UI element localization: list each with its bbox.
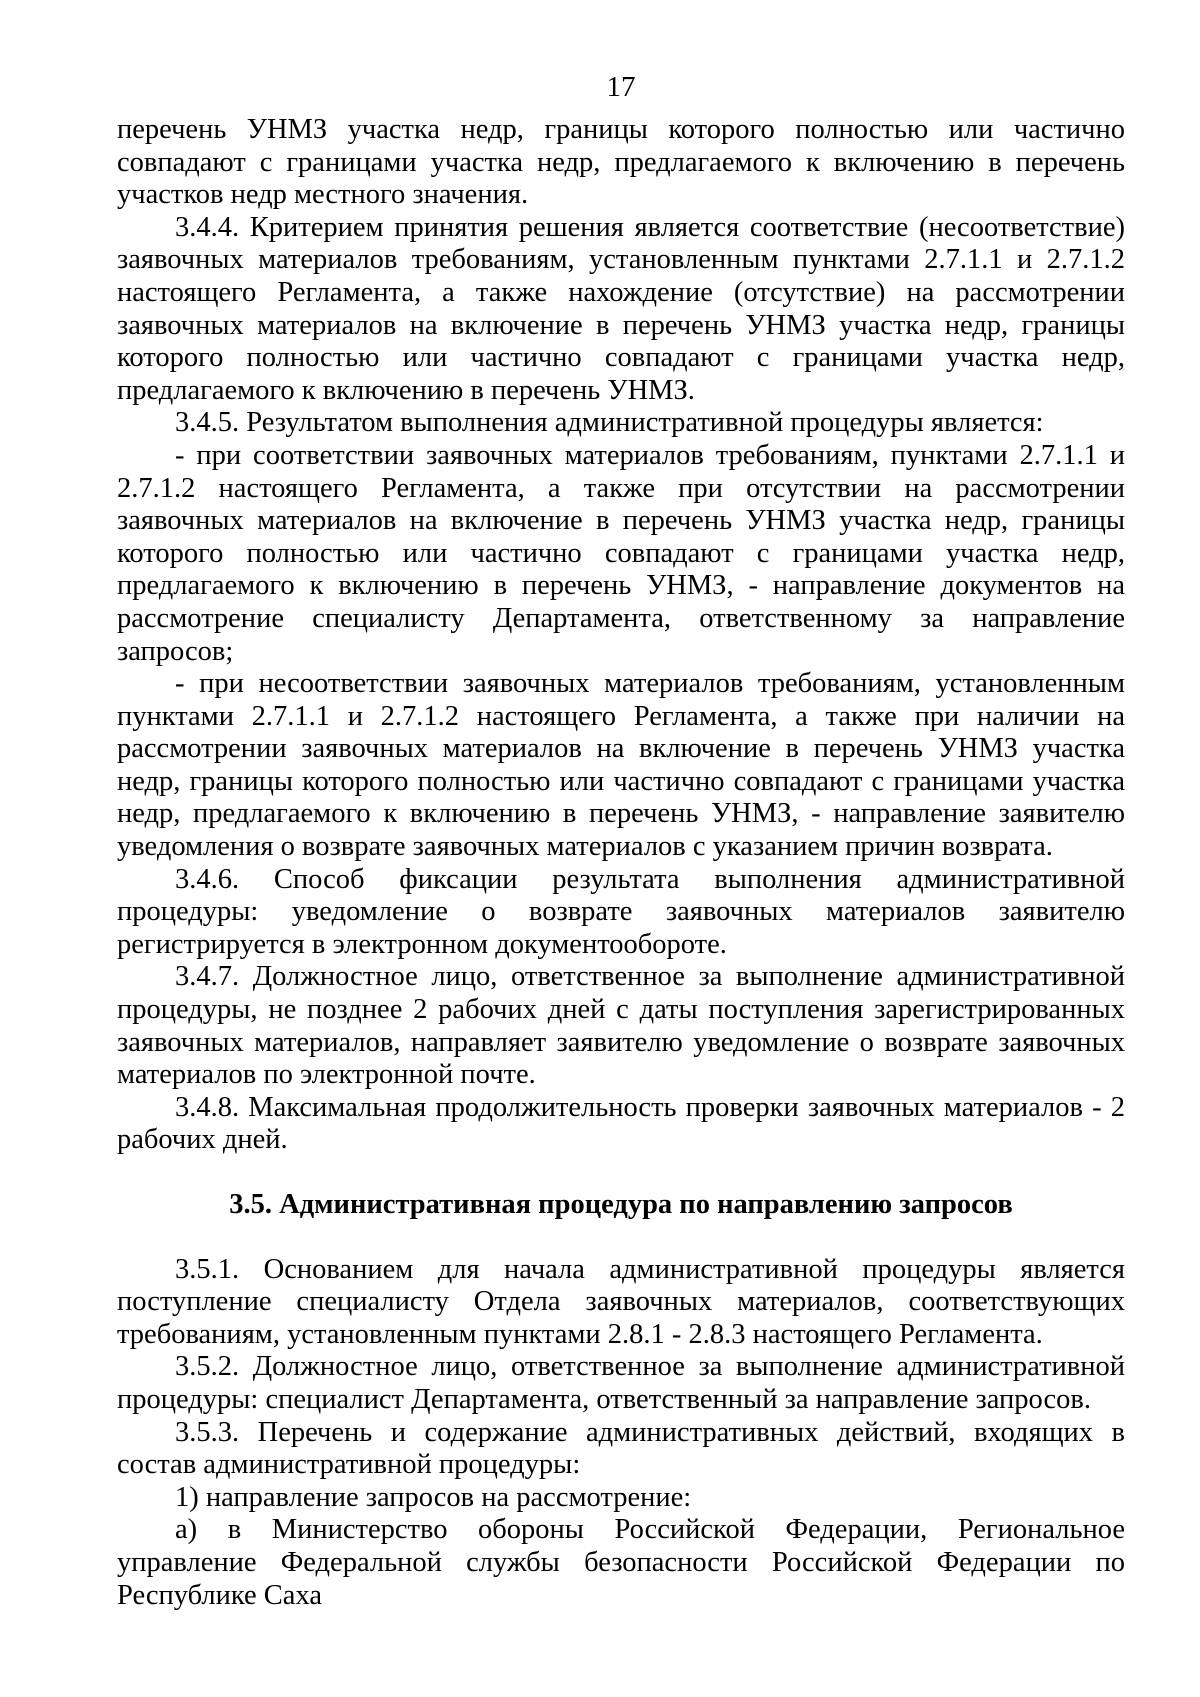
list-item-1: 1) направление запросов на рассмотрение: <box>175 1481 692 1513</box>
document-page <box>117 70 1125 1612</box>
page-number: 17 <box>606 71 636 103</box>
paragraph-3-4-8: 3.4.8. Максимальная продолжительность проверки заявочных материалов - 2 рабочих дней. <box>117 1091 1125 1156</box>
paragraph-3-5-1: 3.5.1. Основанием для начала административной процедуры является поступление специалисту Отдела заявочных материалов, соответствующих требованиям, установленным пунктами 2.8.1 - 2.8.3 настоящего Регламента. <box>117 1253 1125 1350</box>
paragraph-result-conformity: - при соответствии заявочных материалов требованиям, пунктами 2.7.1.1 и 2.7.1.2 настоящего Регламента, а также при отсутствии на рассмотрении заявочных материалов на включение в перечень УНМЗ участка недр, границы которого полностью или частично совпадают с границами участка недр, предлагаемого к включению в перечень УНМЗ, - направление документов на рассмотрение специалисту Департамента, ответственному за направление запросов; <box>117 439 1125 667</box>
paragraph-3-5-3: 3.5.3. Перечень и содержание административных действий, входящих в состав административной процедуры: <box>117 1416 1125 1481</box>
paragraph-3-4-6: 3.4.6. Способ фиксации результата выполнения административной процедуры: уведомление о возврате заявочных материалов заявителю регистрируется в электронном документообороте. <box>117 863 1125 960</box>
paragraph-3-4-5: 3.4.5. Результатом выполнения административной процедуры является: <box>175 407 1044 439</box>
paragraph-continuation: перечень УНМЗ участка недр, границы которого полностью или частично совпадают с границами участка недр, предлагаемого к включению в перечень участков недр местного значения. <box>117 114 1125 211</box>
paragraph-3-4-4: 3.4.4. Критерием принятия решения является соответствие (несоответствие) заявочных материалов требованиям, установленным пунктами 2.7.1.1 и 2.7.1.2 настоящего Регламента, а также нахождение (отсутствие) на рассмотрении заявочных материалов на включение в перечень УНМЗ участка недр, границы которого полностью или частично совпадают с границами участка недр, предлагаемого к включению в перечень УНМЗ. <box>117 211 1125 406</box>
paragraph-result-nonconformity: - при несоответствии заявочных материалов требованиям, установленным пунктами 2.7.1.1 и 2.7.1.2 настоящего Регламента, а также при наличии на рассмотрении заявочных материалов на включение в перечень УНМЗ участка недр, границы которого полностью или частично совпадают с границами участка недр, предлагаемого к включению в перечень УНМЗ, - направление заявителю уведомления о возврате заявочных материалов с указанием причин возврата. <box>117 668 1125 863</box>
paragraph-3-4-7: 3.4.7. Должностное лицо, ответственное за выполнение административной процедуры, не позднее 2 рабочих дней с даты поступления зарегистрированных заявочных материалов, направляет заявителю уведомление о возврате заявочных материалов по электронной почте. <box>117 961 1125 1091</box>
section-heading-3-5: 3.5. Административная процедура по направлению запросов <box>229 1189 1013 1220</box>
list-item-a: а) в Министерство обороны Российской Федерации, Региональное управление Федеральной службы безопасности Российской Федерации по Республике Саха <box>117 1514 1125 1611</box>
paragraph-3-5-2: 3.5.2. Должностное лицо, ответственное за выполнение административной процедуры: специалист Департамента, ответственный за направление запросов. <box>117 1351 1125 1415</box>
